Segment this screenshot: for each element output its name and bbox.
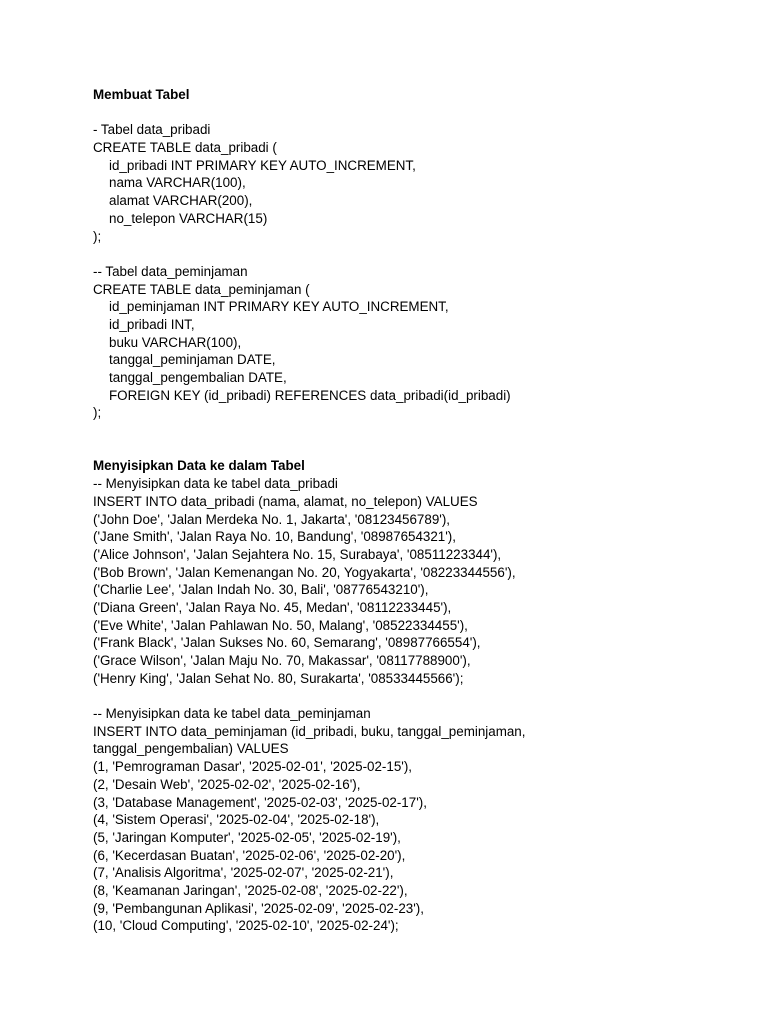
values-row: (3, 'Database Management', '2025-02-03', '2025-02-17'), (93, 794, 427, 810)
values-row: ('Jane Smith', 'Jalan Raya No. 10, Bandung', '08987654321'), (93, 529, 456, 545)
values-row: (10, 'Cloud Computing', '2025-02-10', '2025-02-24'); (93, 918, 399, 934)
create-table-data-peminjaman (93, 263, 743, 422)
column-definition: no_telepon VARCHAR(15) (109, 210, 268, 226)
values-row: (1, 'Pemrograman Dasar', '2025-02-01', '2025-02-15'), (93, 759, 413, 775)
insert-data-peminjaman (93, 705, 743, 935)
column-definition: nama VARCHAR(100), (109, 175, 246, 191)
insert-statement-continued: tanggal_pengembalian) VALUES (93, 741, 289, 757)
values-row: ('Eve White', 'Jalan Pahlawan No. 50, Malang', '08522334455'), (93, 617, 468, 633)
spacer (93, 422, 743, 440)
create-statement: CREATE TABLE data_pribadi ( (93, 140, 277, 156)
spacer (93, 440, 743, 458)
column-definition: alamat VARCHAR(200), (109, 193, 253, 209)
spacer (93, 687, 743, 705)
values-row: (2, 'Desain Web', '2025-02-02', '2025-02-16'), (93, 776, 361, 792)
comment-line: -- Menyisipkan data ke tabel data_peminjaman (93, 706, 371, 722)
comment-line: - Tabel data_pribadi (93, 122, 211, 138)
insert-data-pribadi (93, 475, 743, 687)
column-definition: tanggal_peminjaman DATE, (109, 352, 276, 368)
values-row: (4, 'Sistem Operasi', '2025-02-04', '2025-02-18'), (93, 812, 380, 828)
spacer (93, 104, 743, 122)
comment-line: -- Tabel data_peminjaman (93, 263, 248, 279)
column-definition: id_pribadi INT PRIMARY KEY AUTO_INCREMENT, (109, 157, 416, 173)
heading-membuat-tabel: Membuat Tabel (93, 87, 190, 102)
statement-close: ); (93, 228, 102, 244)
heading-menyisipkan-data: Menyisipkan Data ke dalam Tabel (93, 458, 305, 474)
statement-close: ); (93, 405, 102, 421)
values-row: ('Henry King', 'Jalan Sehat No. 80, Surakarta', '08533445566'); (93, 670, 464, 686)
values-row: ('Diana Green', 'Jalan Raya No. 45, Medan', '08112233445'), (93, 599, 452, 615)
values-row: (6, 'Kecerdasan Buatan', '2025-02-06', '2025-02-20'), (93, 847, 406, 863)
values-row: ('Charlie Lee', 'Jalan Indah No. 30, Bali', '08776543210'), (93, 582, 429, 598)
column-definition: tanggal_pengembalian DATE, (109, 370, 287, 385)
column-definition: id_pribadi INT, (109, 316, 195, 332)
values-row: ('John Doe', 'Jalan Merdeka No. 1, Jakarta', '08123456789'), (93, 511, 451, 527)
values-row: (9, 'Pembangunan Aplikasi', '2025-02-09', '2025-02-23'), (93, 900, 424, 916)
values-row: (5, 'Jaringan Komputer', '2025-02-05', '2025-02-19'), (93, 829, 401, 845)
insert-statement: INSERT INTO data_pribadi (nama, alamat, no_telepon) VALUES (93, 493, 478, 509)
column-definition: id_peminjaman INT PRIMARY KEY AUTO_INCREMENT, (109, 299, 449, 315)
column-definition: FOREIGN KEY (id_pribadi) REFERENCES data_pribadi(id_pribadi) (109, 387, 511, 403)
comment-line: -- Menyisipkan data ke tabel data_pribadi (93, 476, 338, 492)
values-row: (7, 'Analisis Algoritma', '2025-02-07', '2025-02-21'), (93, 865, 394, 881)
values-row: ('Grace Wilson', 'Jalan Maju No. 70, Makassar', '08117788900'), (93, 653, 471, 668)
column-definition: buku VARCHAR(100), (109, 334, 242, 350)
values-row: ('Bob Brown', 'Jalan Kemenangan No. 20, Yogyakarta', '08223344556'), (93, 564, 516, 580)
insert-statement: INSERT INTO data_peminjaman (id_pribadi, buku, tanggal_peminjaman, (93, 723, 526, 739)
document-body (93, 86, 743, 935)
values-row: (8, 'Keamanan Jaringan', '2025-02-08', '2025-02-22'), (93, 882, 408, 898)
spacer (93, 245, 743, 263)
create-table-data-pribadi (93, 121, 743, 245)
values-row: ('Alice Johnson', 'Jalan Sejahtera No. 15, Surabaya', '08511223344'), (93, 546, 502, 562)
create-statement: CREATE TABLE data_peminjaman ( (93, 281, 310, 297)
values-row: ('Frank Black', 'Jalan Sukses No. 60, Semarang', '08987766554'), (93, 635, 481, 651)
